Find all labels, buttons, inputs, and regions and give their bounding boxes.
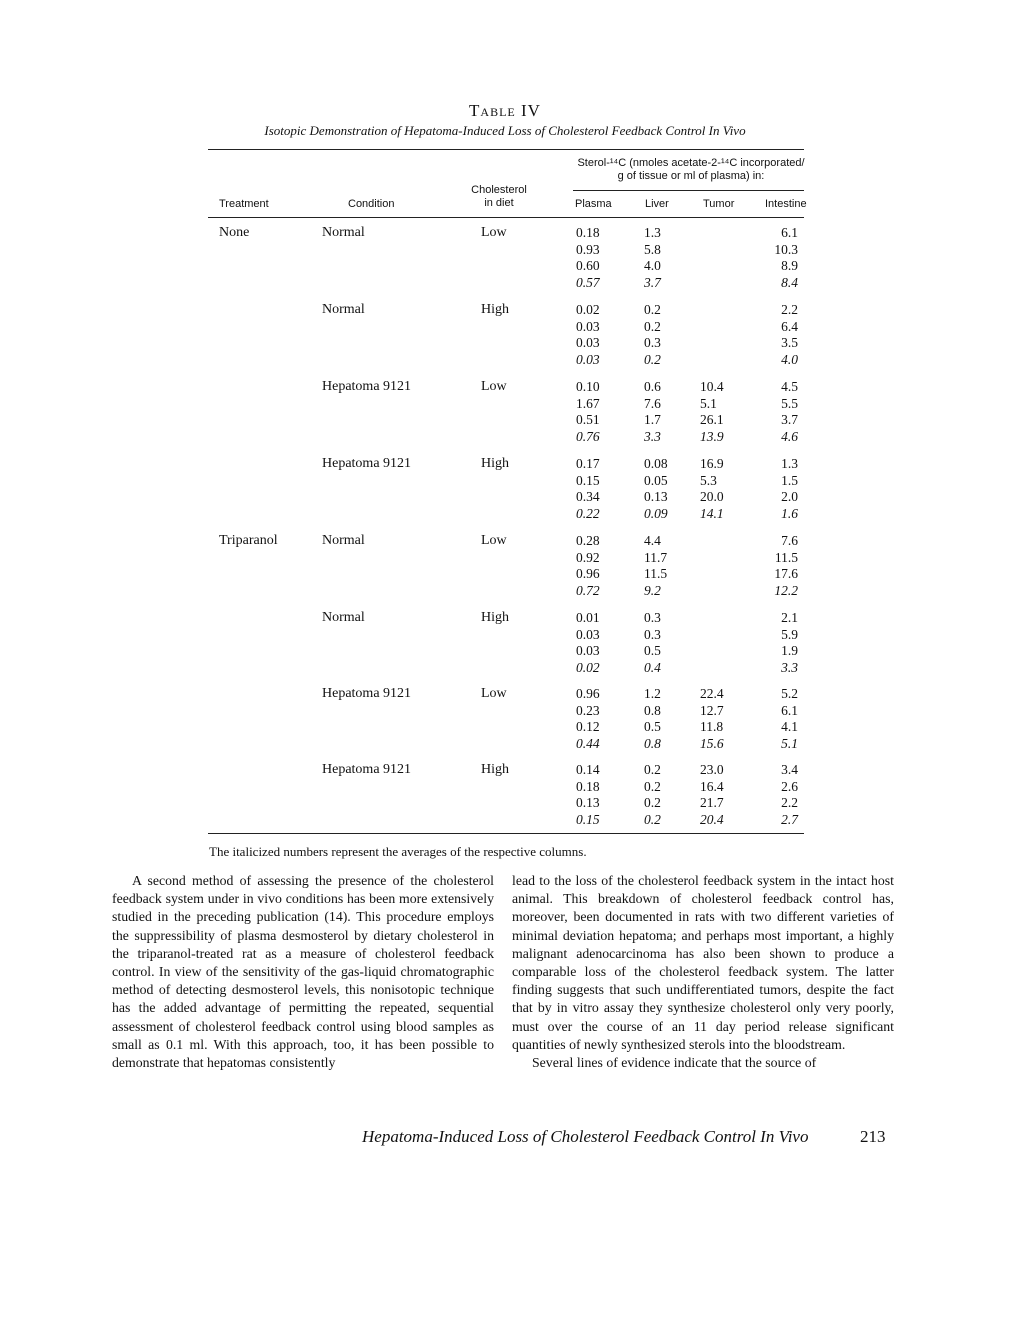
- tumor-value-cell: 12.7: [700, 702, 724, 718]
- header-liver: Liver: [645, 198, 669, 210]
- liver-value-cell: 0.4: [644, 659, 661, 675]
- liver-value-cell: 1.7: [644, 412, 661, 428]
- plasma-value-cell: 0.60: [576, 258, 600, 274]
- plasma-value-cell: 0.76: [576, 428, 600, 444]
- plasma-value-cell: 0.03: [576, 626, 600, 642]
- liver-value-cell: 0.3: [644, 626, 661, 642]
- intestine-value-cell: 1.6: [781, 505, 798, 521]
- tumor-value-cell: 26.1: [700, 412, 724, 428]
- liver-value-cell: 3.3: [644, 428, 661, 444]
- liver-value-cell: 0.6: [644, 379, 661, 394]
- intestine-value-cell: 2.1: [781, 610, 798, 625]
- diet-cell: High: [481, 762, 509, 777]
- intestine-value-cell: 1.5: [781, 472, 798, 488]
- intestine-value-cell: 2.6: [781, 778, 798, 794]
- diet-cell: High: [481, 456, 509, 471]
- table-top-rule: [208, 149, 804, 150]
- intestine-value-cell: 4.6: [781, 428, 798, 444]
- plasma-value-cell: 0.03: [576, 318, 600, 334]
- treatment-cell: None: [219, 225, 250, 240]
- liver-value-cell: 0.2: [644, 778, 661, 794]
- liver-value-cell: 0.3: [644, 610, 661, 625]
- table-label: Table IV: [469, 101, 541, 120]
- diet-cell: Low: [481, 379, 507, 394]
- condition-cell: Normal: [322, 225, 365, 240]
- plasma-value-cell: 0.51: [576, 412, 600, 428]
- body-paragraph: lead to the loss of the cholesterol feedback system in the intact host animal. This breakdown of cholesterol feedback control has, moreover, been documented in rats with two different varieties of minimal deviation hepatoma; and perhaps most important, a highly malignant adenocarcinoma has also been shown to produce a comparable loss of the cholesterol feedback system. The latter finding suggests that such undifferentiated tumors, despite the fact that by in vitro assay they synthesize cholesterol only very poorly, must over the course of an 11 day period release significant quantities of newly synthesized sterols into the bloodstream.: [512, 873, 894, 1052]
- tumor-value-cell: 11.8: [700, 719, 724, 735]
- body-paragraph: Several lines of evidence indicate that the source of: [532, 1055, 817, 1071]
- liver-value-cell: 0.8: [644, 702, 661, 718]
- plasma-value-cell: 0.44: [576, 735, 600, 751]
- liver-value-cell: 0.2: [644, 351, 661, 367]
- plasma-value-cell: 0.57: [576, 274, 600, 290]
- table-bottom-rule: [208, 833, 804, 834]
- plasma-value-cell: 0.96: [576, 566, 600, 582]
- plasma-value-cell: 0.10: [576, 379, 600, 394]
- tumor-value-cell: 5.1: [700, 395, 717, 411]
- diet-cell: Low: [481, 686, 507, 701]
- intestine-value-cell: 11.5: [774, 549, 798, 565]
- tumor-value-cell: 22.4: [700, 686, 724, 701]
- liver-value-cell: 11.5: [644, 566, 668, 582]
- liver-value-cell: 5.8: [644, 241, 661, 257]
- intestine-value-cell: 1.3: [781, 456, 798, 471]
- intestine-value-cell: 3.3: [781, 659, 798, 675]
- tumor-value-cell: 16.9: [700, 456, 724, 471]
- plasma-value-cell: 0.02: [576, 659, 600, 675]
- liver-value-cell: 1.3: [644, 225, 661, 240]
- plasma-value-cell: 1.67: [576, 395, 600, 411]
- tumor-value-cell: 20.0: [700, 489, 724, 505]
- intestine-value-cell: 6.1: [781, 225, 798, 240]
- intestine-value-cell: 8.4: [781, 274, 798, 290]
- tumor-value-cell: 15.6: [700, 735, 724, 751]
- plasma-value-cell: 0.02: [576, 302, 600, 317]
- header-intestine: Intestine: [765, 198, 807, 210]
- intestine-value-cell: 12.2: [774, 582, 798, 598]
- liver-value-cell: 0.09: [644, 505, 668, 521]
- plasma-value-cell: 0.18: [576, 778, 600, 794]
- header-cholesterol-diet: Cholesterol in diet: [471, 184, 527, 209]
- liver-value-cell: 0.2: [644, 762, 661, 777]
- liver-value-cell: 0.5: [644, 643, 661, 659]
- plasma-value-cell: 0.92: [576, 549, 600, 565]
- plasma-value-cell: 0.22: [576, 505, 600, 521]
- condition-cell: Normal: [322, 302, 365, 317]
- header-condition: Condition: [348, 198, 395, 210]
- intestine-value-cell: 6.4: [781, 318, 798, 334]
- plasma-value-cell: 0.17: [576, 456, 600, 471]
- liver-value-cell: 0.2: [644, 795, 661, 811]
- intestine-value-cell: 3.4: [781, 762, 798, 777]
- table-header-rule: [208, 217, 804, 218]
- intestine-value-cell: 3.5: [781, 335, 798, 351]
- liver-value-cell: 11.7: [644, 549, 668, 565]
- liver-value-cell: 0.2: [644, 302, 661, 317]
- intestine-value-cell: 4.1: [781, 719, 798, 735]
- liver-value-cell: 4.4: [644, 533, 661, 548]
- liver-value-cell: 0.2: [644, 318, 661, 334]
- liver-value-cell: 0.13: [644, 489, 668, 505]
- intestine-value-cell: 8.9: [781, 258, 798, 274]
- table-subheader-rule: [573, 190, 804, 191]
- liver-value-cell: 0.5: [644, 719, 661, 735]
- plasma-value-cell: 0.34: [576, 489, 600, 505]
- diet-cell: Low: [481, 225, 507, 240]
- condition-cell: Hepatoma 9121: [322, 456, 412, 471]
- running-footer-title: Hepatoma-Induced Loss of Cholesterol Feedback Control In Vivo: [362, 1127, 809, 1146]
- liver-value-cell: 0.2: [644, 811, 661, 827]
- plasma-value-cell: 0.14: [576, 762, 600, 777]
- tumor-value-cell: 5.3: [700, 472, 717, 488]
- intestine-value-cell: 4.5: [781, 379, 798, 394]
- liver-value-cell: 0.8: [644, 735, 661, 751]
- plasma-value-cell: 0.15: [576, 811, 600, 827]
- intestine-value-cell: 7.6: [781, 533, 798, 548]
- table-group-header: Sterol-¹⁴C (nmoles acetate-2-¹⁴C incorporated/ g of tissue or ml of plasma) in:: [577, 157, 805, 182]
- intestine-value-cell: 2.2: [781, 302, 798, 317]
- plasma-value-cell: 0.96: [576, 686, 600, 701]
- liver-value-cell: 4.0: [644, 258, 661, 274]
- plasma-value-cell: 0.15: [576, 472, 600, 488]
- tumor-value-cell: 14.1: [700, 505, 724, 521]
- condition-cell: Normal: [322, 610, 365, 625]
- body-column-left: [112, 872, 494, 1072]
- intestine-value-cell: 3.7: [781, 412, 798, 428]
- plasma-value-cell: 0.03: [576, 335, 600, 351]
- plasma-value-cell: 0.28: [576, 533, 600, 548]
- diet-cell: Low: [481, 533, 507, 548]
- liver-value-cell: 0.08: [644, 456, 668, 471]
- header-plasma: Plasma: [575, 198, 612, 210]
- diet-cell: High: [481, 302, 509, 317]
- liver-value-cell: 1.2: [644, 686, 661, 701]
- liver-value-cell: 0.05: [644, 472, 668, 488]
- page-number: 213: [860, 1127, 886, 1146]
- liver-value-cell: 0.3: [644, 335, 661, 351]
- header-treatment: Treatment: [219, 198, 269, 210]
- condition-cell: Normal: [322, 533, 365, 548]
- tumor-value-cell: 10.4: [700, 379, 724, 394]
- tumor-value-cell: 16.4: [700, 778, 724, 794]
- intestine-value-cell: 17.6: [774, 566, 798, 582]
- plasma-value-cell: 0.03: [576, 643, 600, 659]
- tumor-value-cell: 21.7: [700, 795, 724, 811]
- table-title: Isotopic Demonstration of Hepatoma-Induced Loss of Cholesterol Feedback Control In Vivo: [264, 123, 746, 138]
- table-note: The italicized numbers represent the averages of the respective columns.: [209, 844, 587, 859]
- intestine-value-cell: 4.0: [781, 351, 798, 367]
- intestine-value-cell: 2.0: [781, 489, 798, 505]
- intestine-value-cell: 5.2: [781, 686, 798, 701]
- condition-cell: Hepatoma 9121: [322, 686, 412, 701]
- diet-cell: High: [481, 610, 509, 625]
- intestine-value-cell: 10.3: [774, 241, 798, 257]
- condition-cell: Hepatoma 9121: [322, 762, 412, 777]
- plasma-value-cell: 0.23: [576, 702, 600, 718]
- tumor-value-cell: 13.9: [700, 428, 724, 444]
- intestine-value-cell: 5.9: [781, 626, 798, 642]
- plasma-value-cell: 0.12: [576, 719, 600, 735]
- plasma-value-cell: 0.72: [576, 582, 600, 598]
- liver-value-cell: 7.6: [644, 395, 661, 411]
- tumor-value-cell: 23.0: [700, 762, 724, 777]
- liver-value-cell: 9.2: [644, 582, 661, 598]
- intestine-value-cell: 5.5: [781, 395, 798, 411]
- intestine-value-cell: 5.1: [781, 735, 798, 751]
- plasma-value-cell: 0.18: [576, 225, 600, 240]
- body-column-right: [512, 872, 894, 1072]
- plasma-value-cell: 0.93: [576, 241, 600, 257]
- plasma-value-cell: 0.03: [576, 351, 600, 367]
- header-tumor: Tumor: [703, 198, 735, 210]
- plasma-value-cell: 0.01: [576, 610, 600, 625]
- intestine-value-cell: 1.9: [781, 643, 798, 659]
- intestine-value-cell: 2.7: [781, 811, 798, 827]
- body-paragraph: A second method of assessing the presence of the cholesterol feedback system under in vivo conditions has been more extensively studied in the preceding publication (14). This procedure employs the suppressibility of plasma desmosterol by dietary cholesterol in the triparanol-treated rat as a measure of cholesterol feedback control. In view of the sensitivity of the gas-liquid chromatographic method of detecting desmosterol levels, this nonisotopic technique has the added advantage of permitting the repeated, sequential assessment of cholesterol feedback control using blood samples as small as 0.1 ml. With this approach, too, it has been possible to demonstrate that hepatomas consistently: [112, 873, 494, 1071]
- condition-cell: Hepatoma 9121: [322, 379, 412, 394]
- intestine-value-cell: 6.1: [781, 702, 798, 718]
- tumor-value-cell: 20.4: [700, 811, 724, 827]
- intestine-value-cell: 2.2: [781, 795, 798, 811]
- plasma-value-cell: 0.13: [576, 795, 600, 811]
- treatment-cell: Triparanol: [219, 533, 278, 548]
- liver-value-cell: 3.7: [644, 274, 661, 290]
